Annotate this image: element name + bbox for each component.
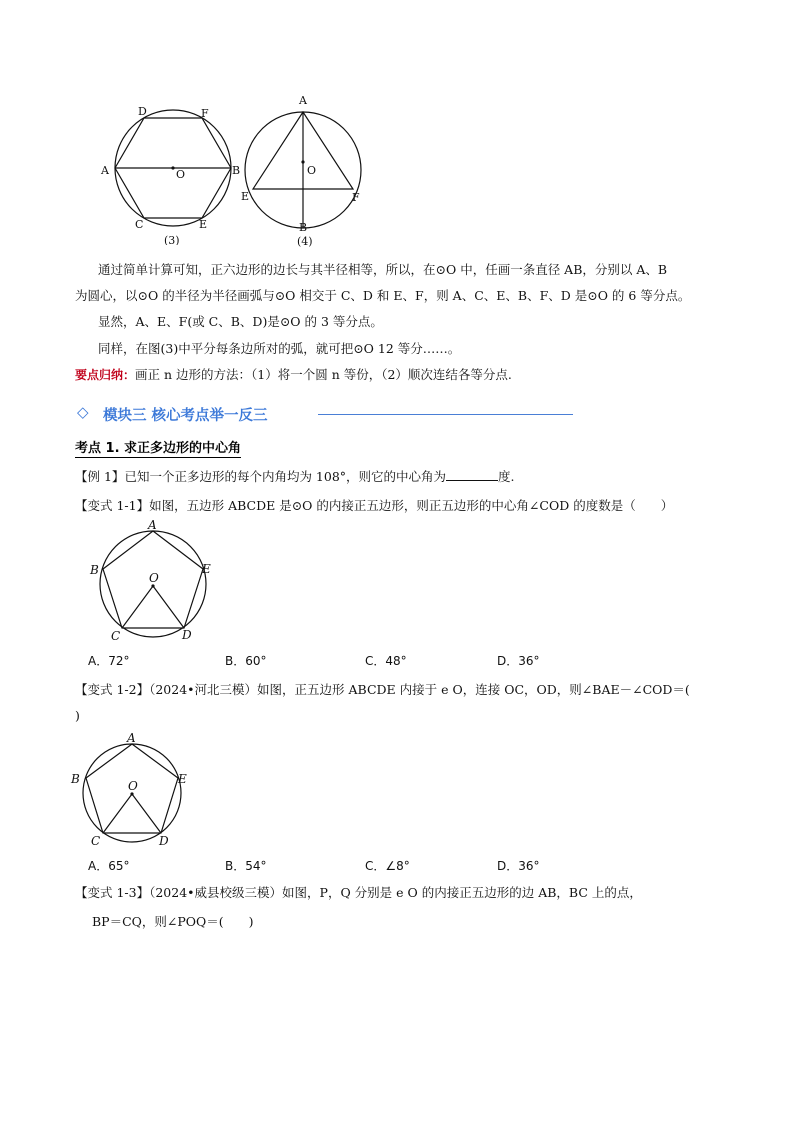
- module-header: [75, 403, 575, 425]
- variant-1-2-close: ): [75, 708, 80, 723]
- fig3-caption: (3): [164, 234, 180, 245]
- pent1-label-o: O: [149, 571, 159, 585]
- pent1-label-b: B: [90, 563, 99, 577]
- fig4-label-a: A: [299, 94, 307, 107]
- v12-option-a[interactable]: A．65°: [88, 859, 130, 873]
- variant-1-3-label: 【变式 1-3】: [75, 885, 150, 900]
- answer-blank[interactable]: [446, 468, 498, 481]
- v12-option-c[interactable]: C．∠8°: [365, 859, 410, 873]
- pent2-label-b: B: [71, 772, 80, 786]
- fig3-label-f: F: [201, 107, 209, 120]
- pent2-label-o: O: [128, 779, 138, 793]
- fig3-label-c: C: [135, 218, 144, 231]
- variant-1-3-line-2: BP＝CQ，则∠POQ＝( ): [92, 914, 254, 929]
- v11-option-d[interactable]: D．36°: [497, 654, 540, 668]
- v11-option-b[interactable]: B．60°: [225, 654, 267, 668]
- variant-1-2: [75, 681, 690, 699]
- figure-pentagon-2: [68, 733, 198, 853]
- module-title: 模块三 核心考点举一反三: [103, 408, 268, 424]
- figure-4-triangle: [237, 92, 367, 247]
- variant-1-2-text: （2024•河北三模）如图，正五边形 ABCDE 内接于 e O，连接 OC，OD，则∠BAE－∠COD＝(: [149, 682, 690, 697]
- variant-1-1-label: 【变式 1-1】: [75, 498, 150, 513]
- fig3-label-o: O: [176, 168, 186, 181]
- fig4-label-b: B: [299, 221, 308, 234]
- pent1-label-c: C: [111, 629, 121, 643]
- fig4-label-f: F: [352, 191, 360, 204]
- pent2-label-c: C: [91, 834, 101, 848]
- pent2-label-d: D: [159, 834, 169, 848]
- pent2-label-e: E: [178, 772, 187, 786]
- module-divider: [318, 414, 573, 415]
- v12-option-b[interactable]: B．54°: [225, 859, 267, 873]
- fig3-label-a: A: [101, 164, 109, 177]
- diamond-icon: ◇: [77, 403, 89, 421]
- v11-option-a[interactable]: A．72°: [88, 654, 130, 668]
- figure-3-hexagon: [95, 100, 245, 245]
- figure-pentagon-1: [86, 520, 216, 645]
- variant-1-1: [75, 497, 673, 515]
- example-1-text-a: 已知一个正多边形的每个内角均为 108°，则它的中心角为: [124, 469, 447, 484]
- variant-1-2-label: 【变式 1-2】: [75, 682, 150, 697]
- paragraph-1-line-2: 为圆心，以⊙O 的半径为半径画弧与⊙O 相交于 C、D 和 E、F，则 A、C、E、B、F、D 是⊙O 的 6 等分点。: [75, 288, 691, 303]
- v12-option-d[interactable]: D．36°: [497, 859, 540, 873]
- example-1-text-b: 度.: [498, 469, 515, 484]
- fig4-label-e: E: [241, 190, 250, 203]
- kaodian-heading: 考点 1. 求正多边形的中心角: [75, 441, 242, 456]
- summary-text: 画正 n 边形的方法：（1）将一个圆 n 等份，（2）顺次连结各等分点.: [135, 367, 512, 382]
- pent1-label-a: A: [148, 520, 157, 532]
- variant-1-3-text: （2024•威县校级三模）如图，P，Q 分别是 e O 的内接正五边形的边 AB，BC 上的点，: [149, 885, 642, 900]
- paragraph-3: 同样，在图(3)中平分每条边所对的弧，就可把⊙O 12 等分……。: [98, 341, 461, 356]
- pent1-label-d: D: [182, 628, 192, 642]
- fig4-label-o: O: [307, 164, 317, 177]
- pent1-label-e: E: [202, 562, 211, 576]
- example-1-label: 【例 1】: [75, 469, 125, 484]
- fig3-label-e: E: [199, 218, 208, 231]
- variant-1-3: [75, 884, 642, 902]
- paragraph-1-line-1: 通过简单计算可知，正六边形的边长与其半径相等，所以，在⊙O 中，任画一条直径 AB，分别以 A、B: [98, 262, 668, 277]
- fig4-caption: (4): [297, 235, 313, 247]
- summary-label: 要点归纳：: [75, 368, 136, 382]
- fig3-label-b: B: [232, 164, 241, 177]
- v11-option-c[interactable]: C．48°: [365, 654, 407, 668]
- summary: [75, 366, 512, 384]
- fig3-label-d: D: [138, 105, 147, 118]
- variant-1-1-text: 如图，五边形 ABCDE 是⊙O 的内接正五边形，则正五边形的中心角∠COD 的度数是（ ）: [149, 498, 674, 513]
- example-1: [75, 468, 515, 486]
- pent2-label-a: A: [127, 733, 136, 745]
- paragraph-2: 显然，A、E、F(或 C、B、D)是⊙O 的 3 等分点。: [98, 314, 383, 329]
